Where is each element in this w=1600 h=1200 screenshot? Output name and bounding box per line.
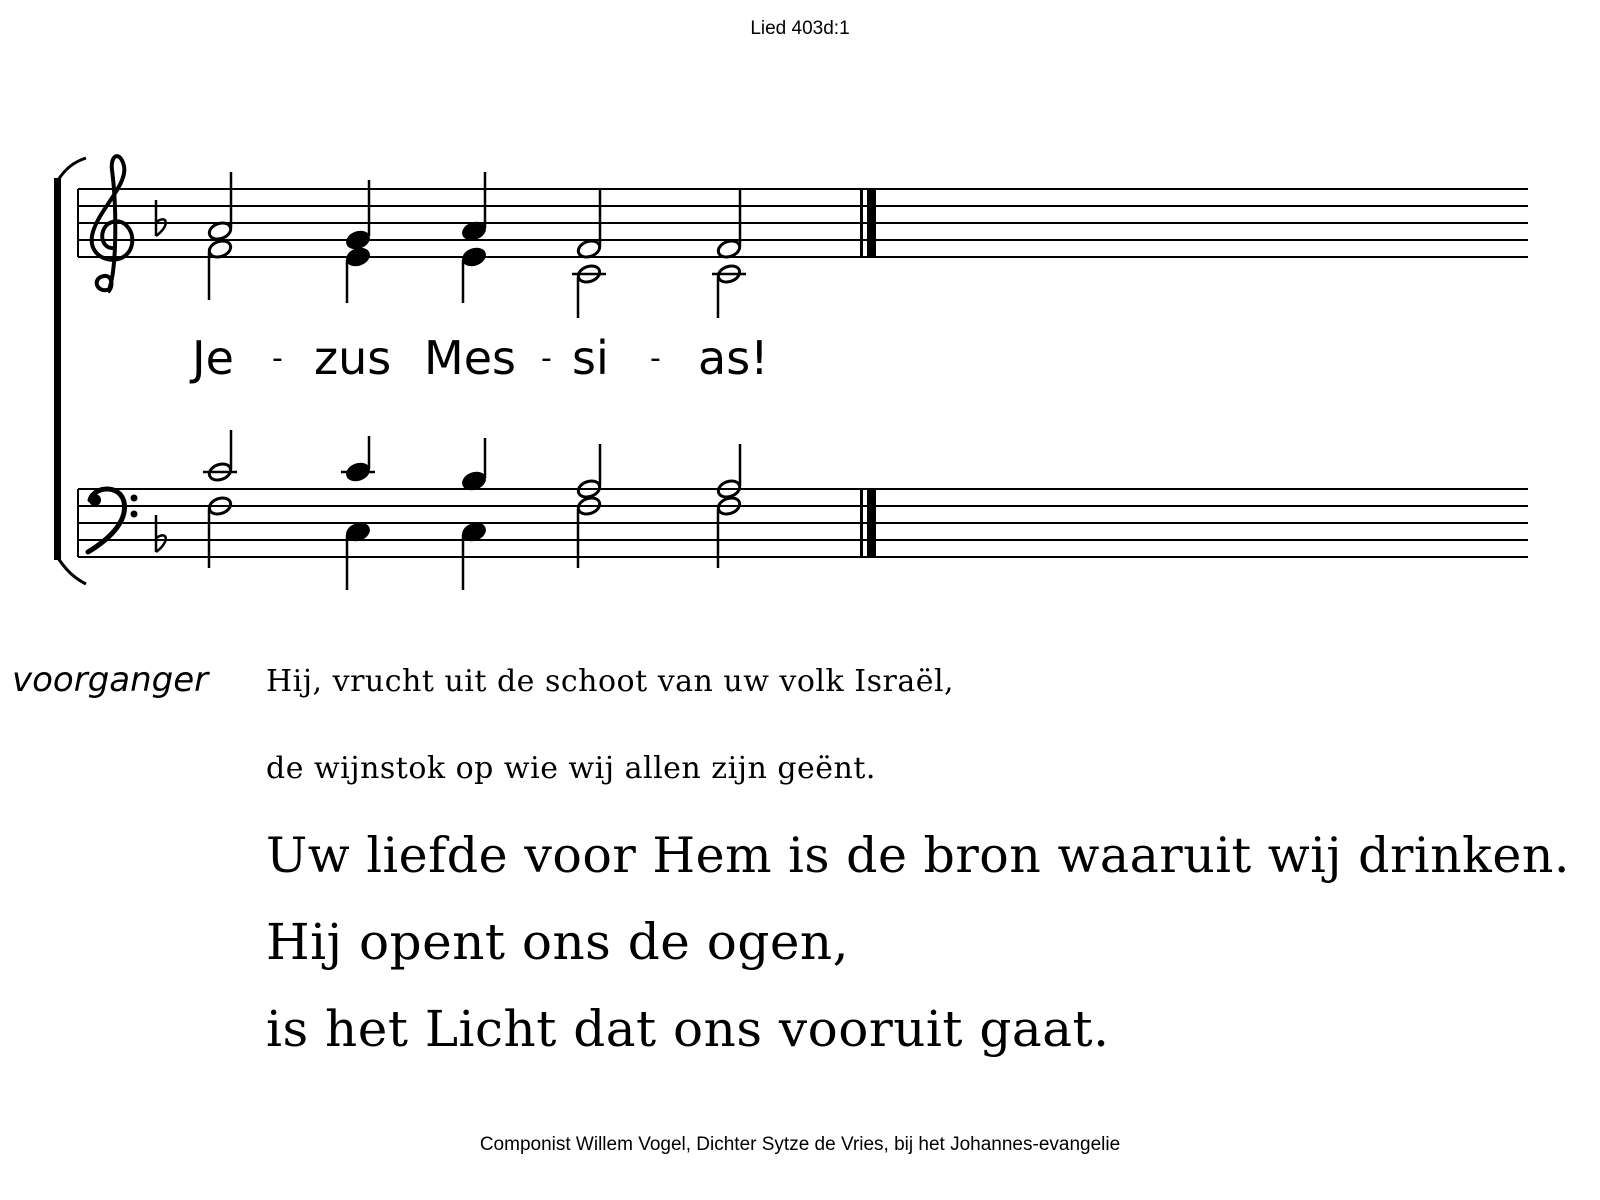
verse-line: de wijnstok op wie wij allen zijn geënt.: [266, 751, 876, 786]
page-title: Lied 403d:1: [750, 18, 850, 39]
lyric-hyphen: -: [541, 341, 552, 376]
final-barline: [860, 189, 876, 557]
bass-notes: [203, 430, 742, 590]
treble-staff: [78, 189, 1528, 257]
treble-notes: [207, 172, 746, 318]
bass-staff: [78, 489, 1528, 557]
lyric-syllable: Je: [192, 331, 234, 385]
lyric-syllable: as!: [698, 331, 769, 385]
verse-line: Hij, vrucht uit de schoot van uw volk Israël,: [266, 664, 955, 699]
lyric-syllable: si: [572, 331, 609, 385]
flat-icon: [156, 515, 166, 552]
verse-line: is het Licht dat ons vooruit gaat.: [266, 1000, 1110, 1058]
lyrics: [189, 331, 769, 385]
verse-text: [266, 638, 1570, 1073]
lyric-hyphen: -: [272, 341, 283, 376]
verse-line: Uw liefde voor Hem is de bron waaruit wij drinken.: [266, 827, 1570, 884]
lyric-syllable: zus: [314, 331, 392, 385]
bass-clef-icon: [88, 489, 138, 552]
treble-clef-icon: [92, 156, 133, 292]
system-bracket: [54, 158, 86, 584]
role-label: voorganger: [12, 660, 209, 700]
verse-line: Hij opent ons de ogen,: [266, 913, 850, 971]
lyric-hyphen: -: [650, 341, 661, 376]
lyric-syllable: Mes: [424, 331, 516, 385]
footer-credit: Componist Willem Vogel, Dichter Sytze de Vries, bij het Johannes-evangelie: [479, 1134, 1121, 1155]
